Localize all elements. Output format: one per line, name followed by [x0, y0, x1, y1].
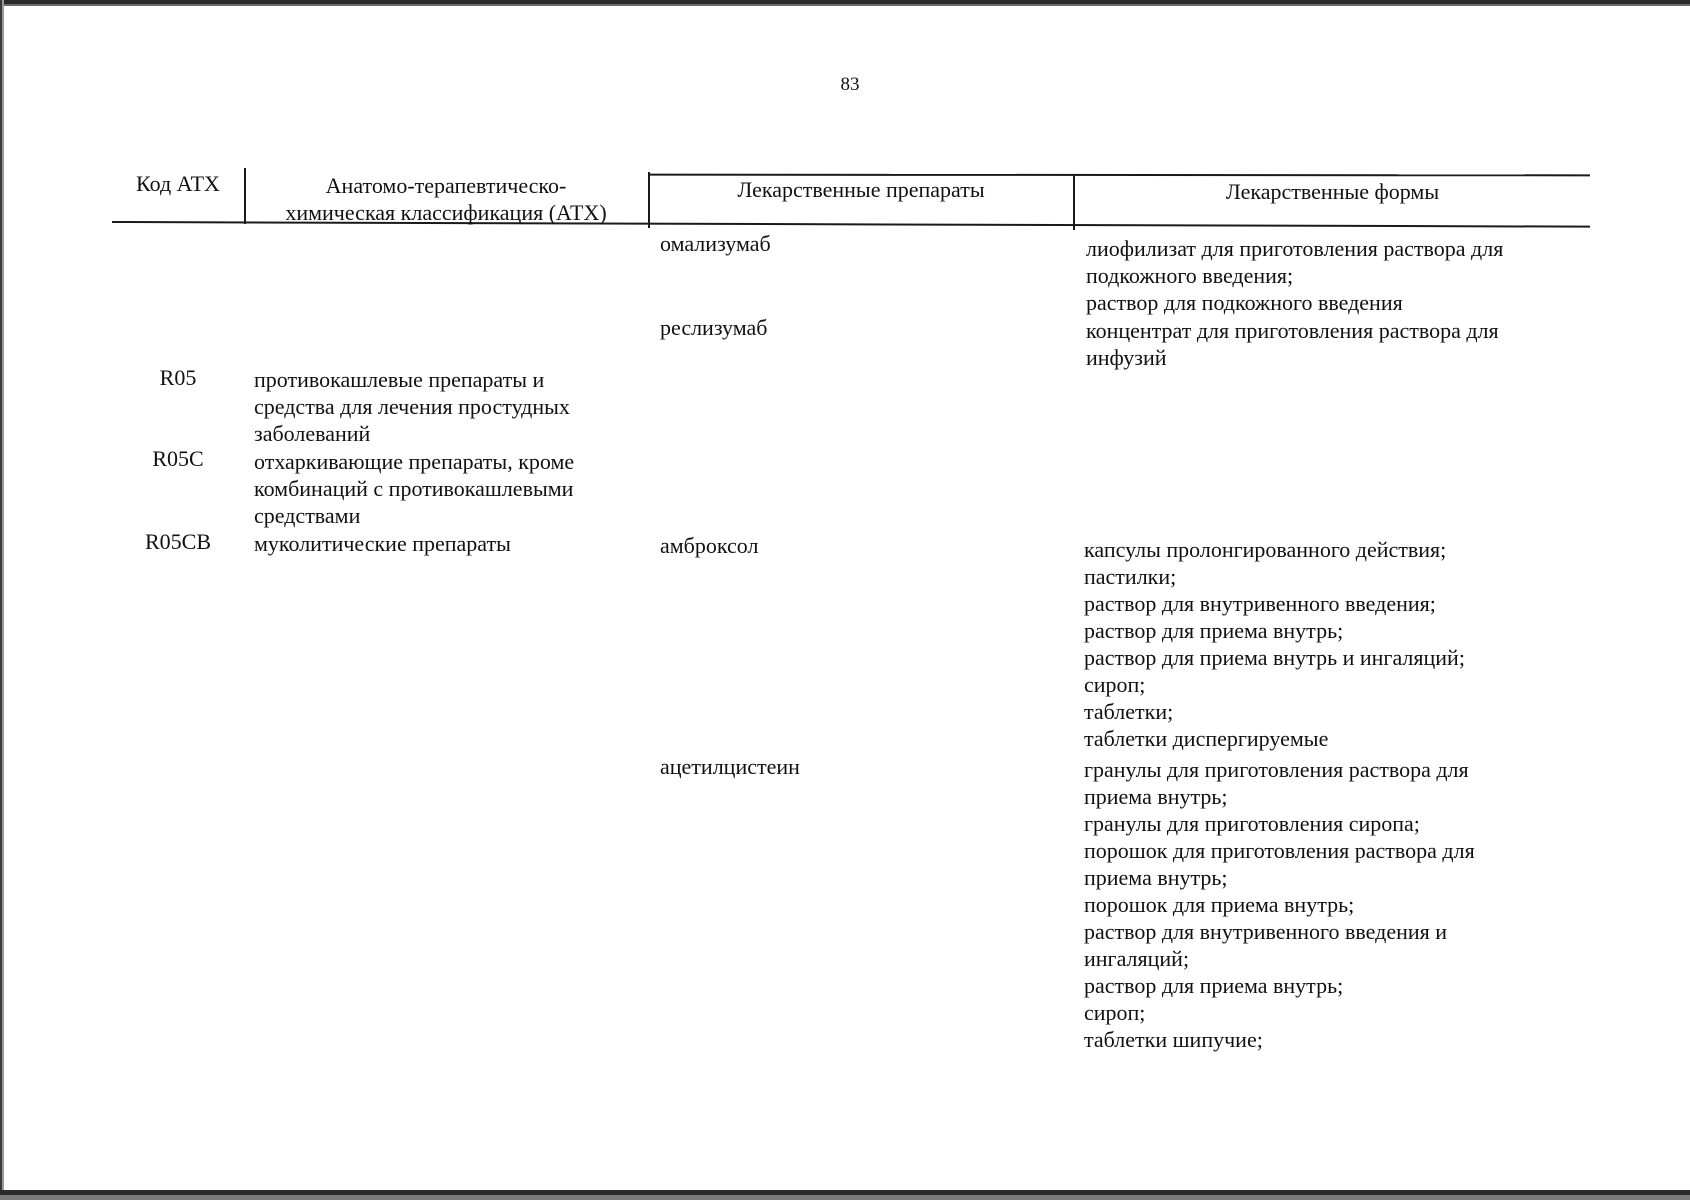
table-row-code: R05 — [159, 365, 197, 390]
header-divider-2 — [648, 172, 650, 228]
table-row-classification: противокашлевые препараты и средства для лечения простудных заболеваний — [254, 367, 570, 446]
header-classification: Анатомо-терапевтическо- химическая классификация (АТХ) — [285, 173, 607, 225]
table-row-forms: лиофилизат для приготовления раствора для подкожного введения; раствор для подкожного введения — [1086, 236, 1504, 315]
page-number: 83 — [840, 74, 860, 95]
table-row-code: R05C — [152, 446, 204, 471]
table-row-drug: амброксол — [660, 533, 759, 558]
scan-edge-bottom — [0, 1188, 1690, 1200]
scan-edge-left — [0, 0, 6, 1200]
header-drugs: Лекарственные препараты — [737, 177, 985, 202]
header-divider-1 — [244, 168, 246, 224]
table-row-classification: муколитические препараты — [254, 531, 511, 556]
table-row-classification: отхаркивающие препараты, кроме комбинаций с противокашлевыми средствами — [254, 449, 575, 528]
table-row-drug: ацетилцистеин — [660, 754, 800, 779]
table-row-drug: реслизумаб — [660, 315, 768, 340]
header-forms: Лекарственные формы — [1225, 179, 1440, 204]
table-row-forms: концентрат для приготовления раствора для инфузий — [1086, 318, 1499, 370]
table-row-forms: капсулы пролонгированного действия; пастилки; раствор для внутривенного введения; раствор для приема внутрь; раствор для приема внутрь и ингаляций; сироп; таблетки; таблетки диспергируемые — [1084, 537, 1465, 751]
table-row-code: R05CB — [144, 529, 212, 554]
scan-edge-top — [0, 0, 1690, 14]
table-row-drug: омализумаб — [660, 231, 771, 256]
table-row-forms: гранулы для приготовления раствора для приема внутрь; гранулы для приготовления сиропа; порошок для приготовления раствора для приема внутрь; порошок для приема внутрь; раствор для внутривенного введения и ингаляций; раствор для приема внутрь; сироп; таблетки шипучие; — [1084, 757, 1475, 1052]
header-divider-3 — [1073, 174, 1075, 230]
header-code: Код АТХ — [136, 171, 220, 196]
